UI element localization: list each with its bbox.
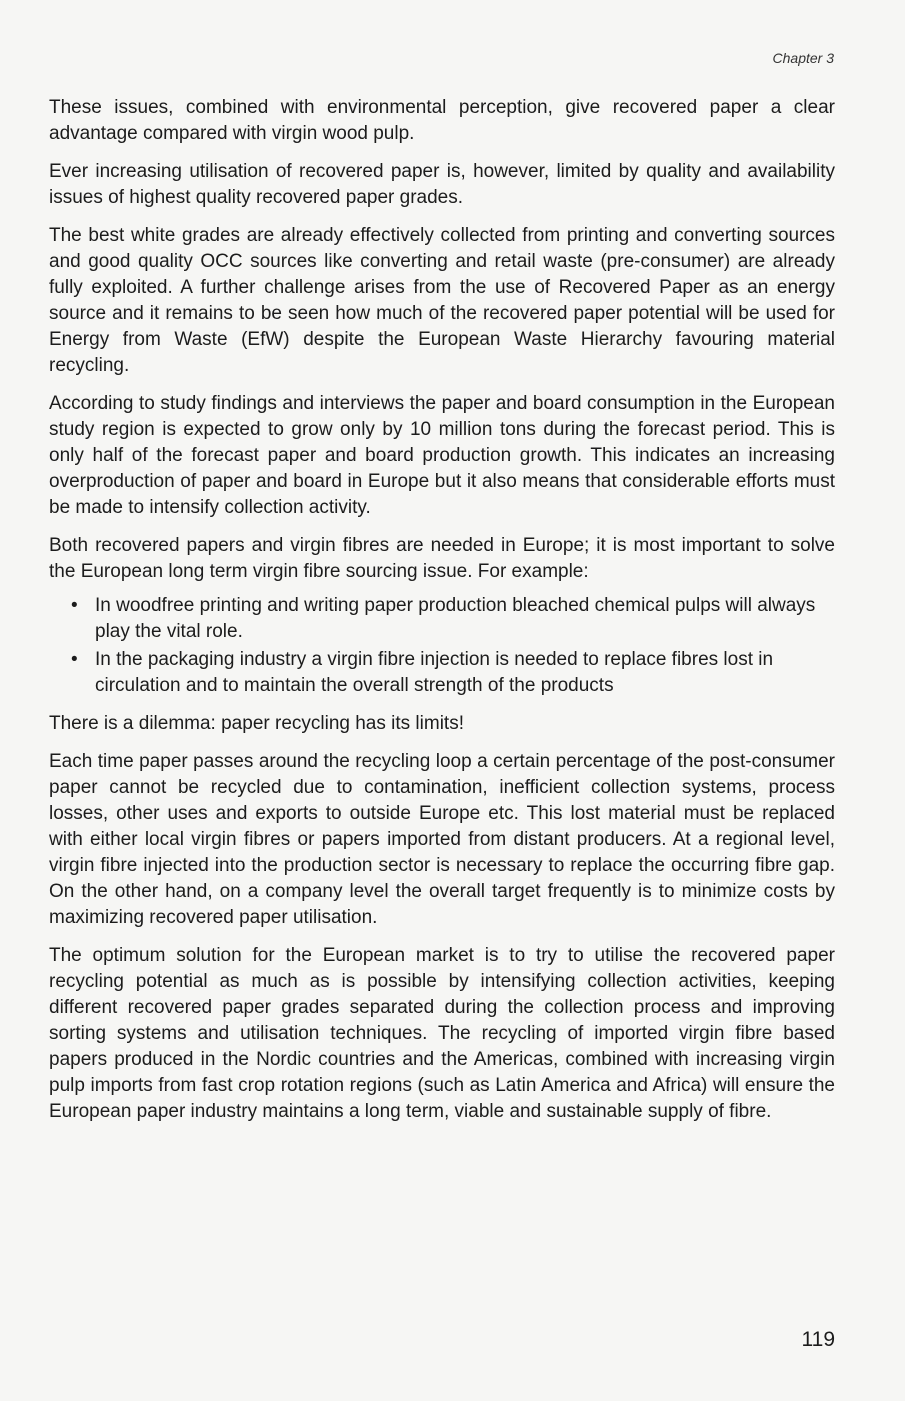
running-header: Chapter 3 [772, 50, 834, 66]
paragraph: There is a dilemma: paper recycling has its limits! [49, 713, 464, 734]
paragraph: Both recovered papers and virgin fibres are needed in Europe; it is most important to solve the European long term virgin fibre sourcing issue. For example: [49, 535, 835, 582]
bullet-text: In the packaging industry a virgin fibre injection is needed to replace fibres lost in circulation and to maintain the overall strength of the products [95, 649, 774, 696]
page-number: 119 [801, 1328, 835, 1351]
bullet-text: In woodfree printing and writing paper production bleached chemical pulps will always play the vital role. [95, 595, 816, 642]
body-text [49, 95, 835, 1137]
paragraph: The optimum solution for the European market is to try to utilise the recovered paper recycling potential as much as is possible by intensifying collection activities, keeping different recovered paper grades separated during the collection process and improving sorting systems and utilisation techniques. The recycling of imported virgin fibre based papers produced in the Nordic countries and the Americas, combined with increasing virgin pulp imports from fast crop rotation regions (such as Latin America and Africa) will ensure the European paper industry maintains a long term, viable and sustainable supply of fibre. [49, 945, 835, 1122]
paragraph: Ever increasing utilisation of recovered paper is, however, limited by quality and availability issues of highest quality recovered paper grades. [49, 161, 835, 208]
paragraph: The best white grades are already effectively collected from printing and converting sources and good quality OCC sources like converting and retail waste (pre-consumer) are already fully exploited. A further challenge arises from the use of Recovered Paper as an energy source and it remains to be seen how much of the recovered paper potential will be used for Energy from Waste (EfW) despite the European Waste Hierarchy favouring material recycling. [49, 225, 835, 376]
bullet-list [49, 593, 835, 699]
bullet-icon: • [71, 649, 78, 670]
bullet-item [49, 647, 835, 699]
bullet-item [49, 593, 835, 645]
paragraph: These issues, combined with environmental perception, give recovered paper a clear advantage compared with virgin wood pulp. [49, 97, 835, 144]
bullet-icon: • [71, 595, 78, 616]
paragraph: According to study findings and interviews the paper and board consumption in the European study region is expected to grow only by 10 million tons during the forecast period. This is only half of the forecast paper and board production growth. This indicates an increasing overproduction of paper and board in Europe but it also means that considerable efforts must be made to intensify collection activity. [49, 393, 835, 518]
paragraph: Each time paper passes around the recycling loop a certain percentage of the post-consumer paper cannot be recycled due to contamination, inefficient collection systems, process losses, other uses and exports to outside Europe etc. This lost material must be replaced with either local virgin fibres or papers imported from distant producers. At a regional level, virgin fibre injected into the production sector is necessary to replace the occurring fibre gap. On the other hand, on a company level the overall target frequently is to minimize costs by maximizing recovered paper utilisation. [49, 751, 835, 928]
